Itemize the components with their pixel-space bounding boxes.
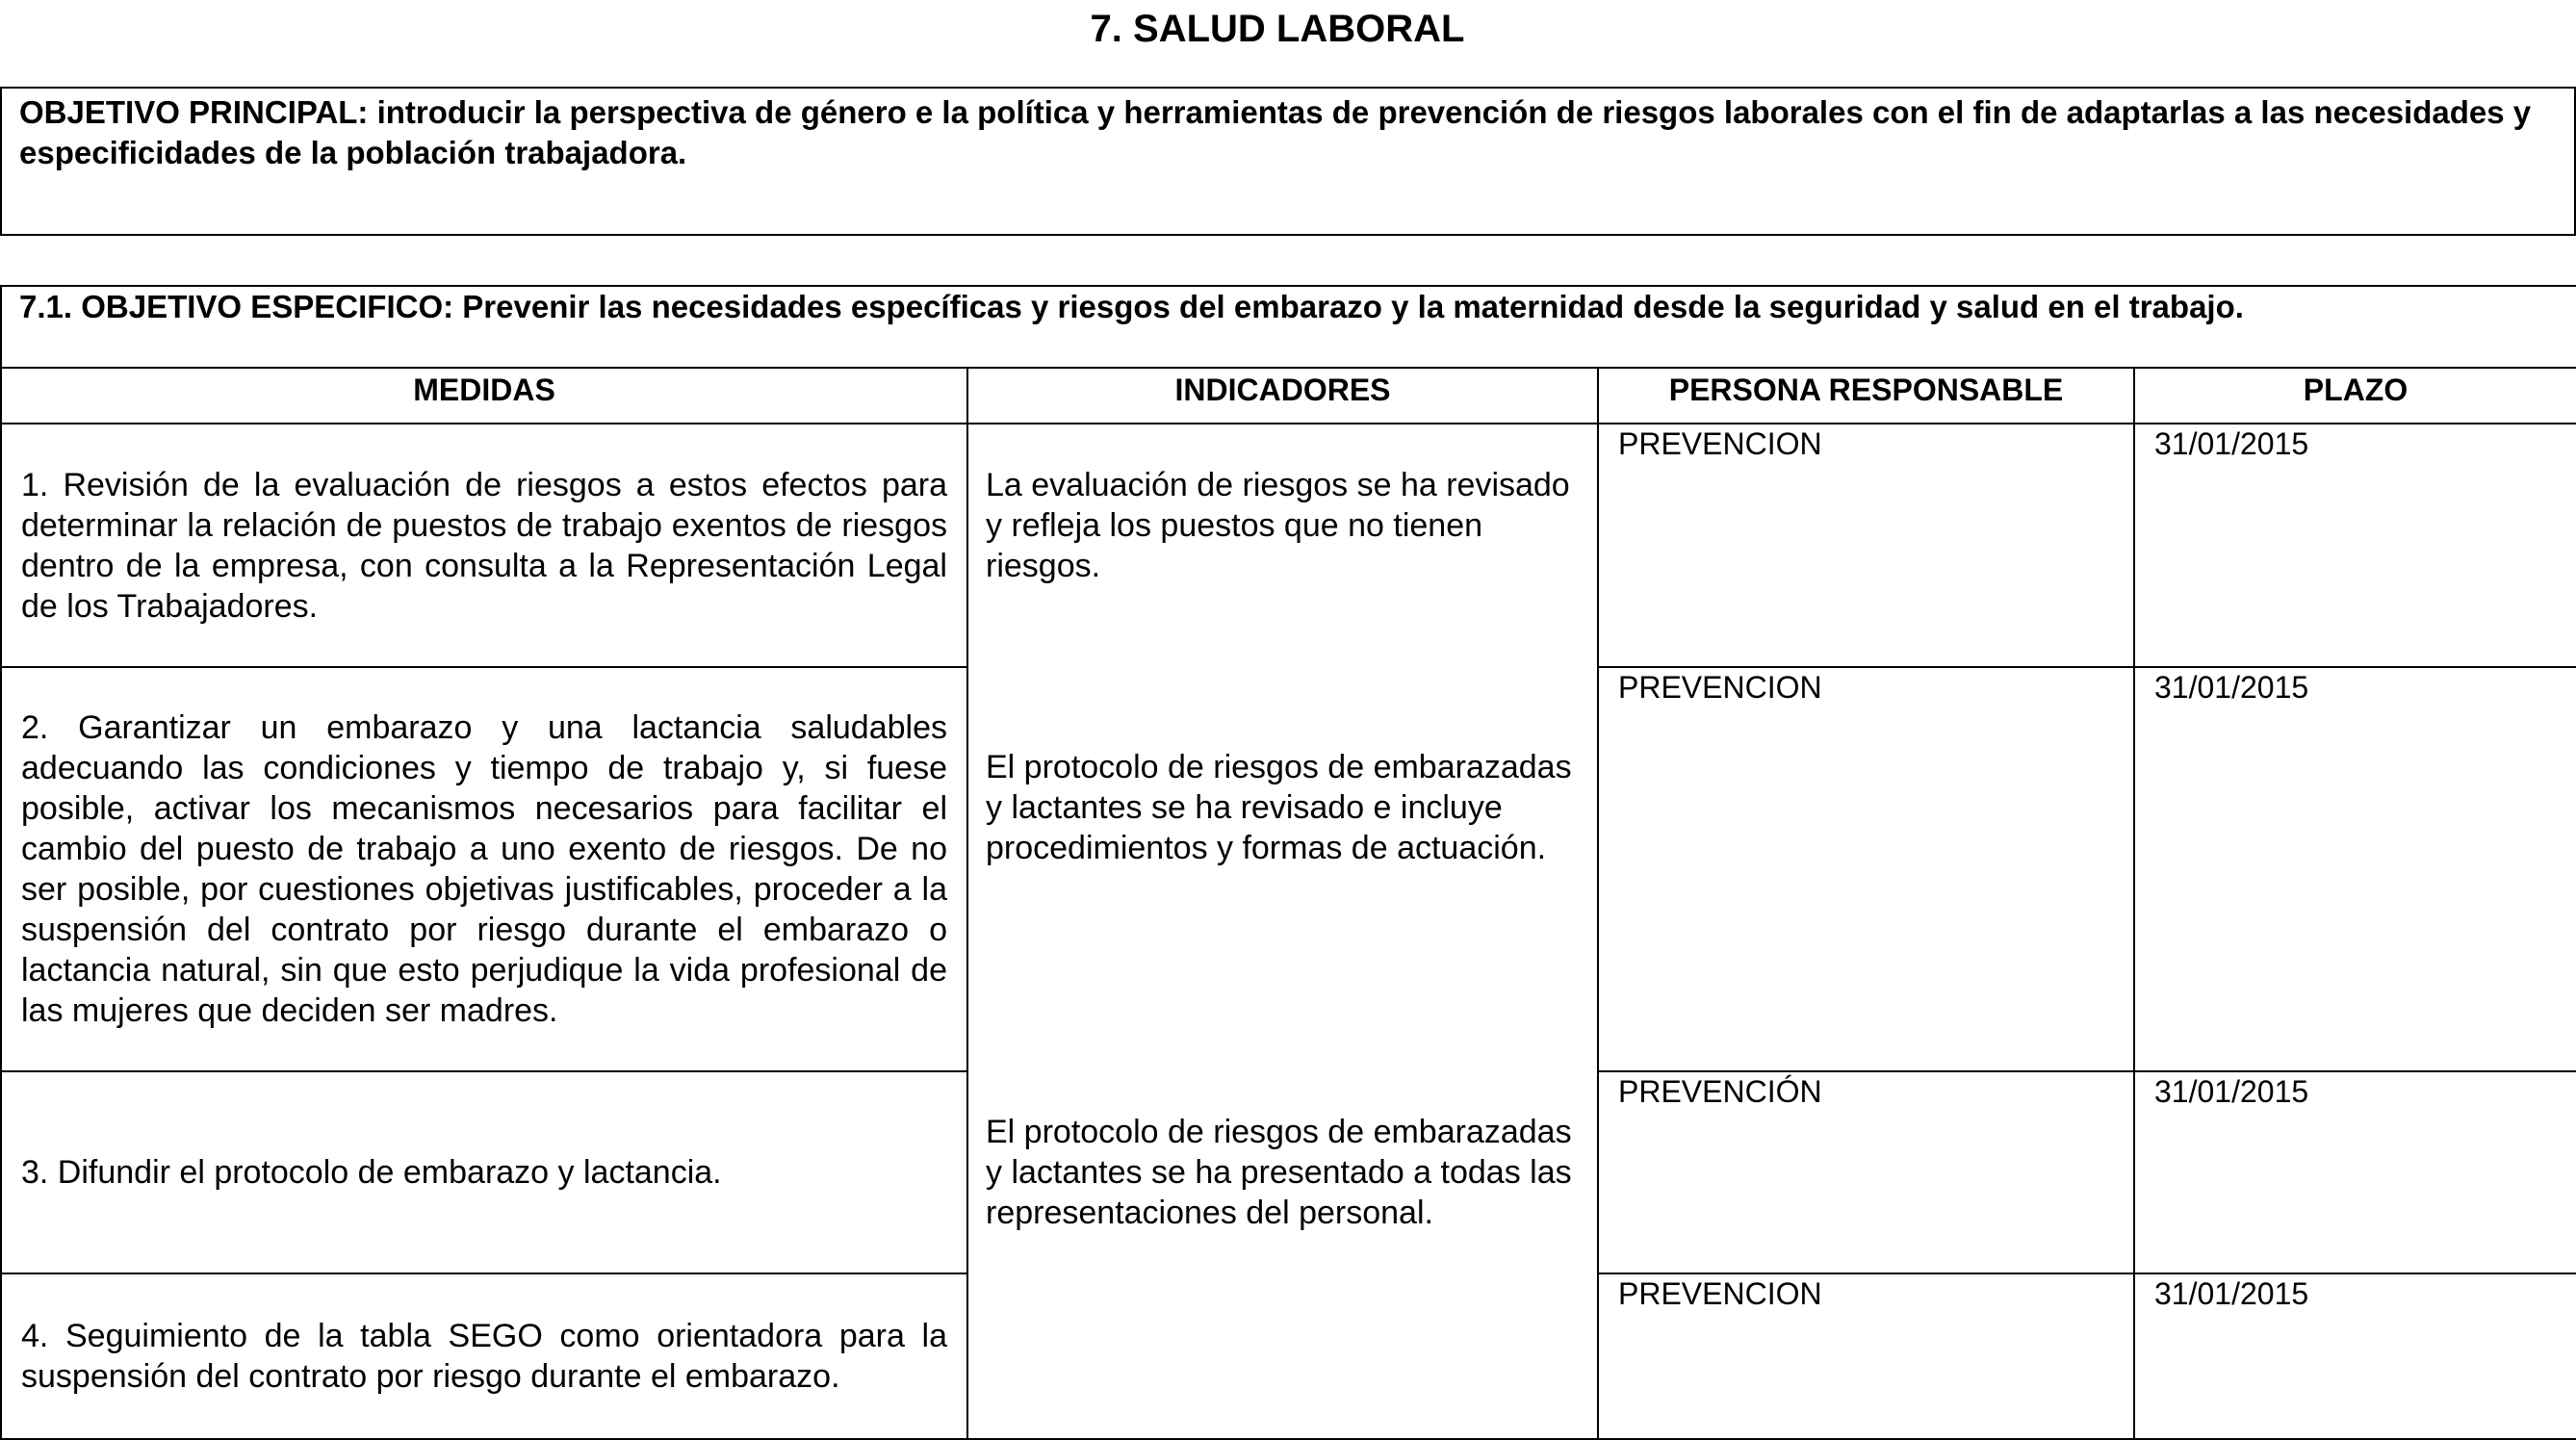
responsable-cell: PREVENCION [1598,424,2134,667]
objetivo-especifico: 7.1. OBJETIVO ESPECIFICO: Prevenir las necesidades específicas y riesgos del embarazo y la maternidad desde la seguridad y salud en el trabajo. [1,286,2576,368]
indicadores-cell [967,424,1598,1439]
header-medidas: MEDIDAS [1,368,967,424]
indicador-text: El protocolo de riesgos de embarazadas y lactantes se ha revisado e incluye procedimientos y formas de actuación. [986,749,1572,866]
plazo-cell: 31/01/2015 [2134,667,2576,1071]
page-title: 7. SALUD LABORAL [1090,8,1465,50]
indicador-text: La evaluación de riesgos se ha revisado y refleja los puestos que no tienen riesgos. [986,467,1570,584]
header-indicadores: INDICADORES [967,368,1598,424]
medida-cell: 3. Difundir el protocolo de embarazo y lactancia. [1,1071,967,1273]
header-plazo: PLAZO [2134,368,2576,424]
indicador-text: El protocolo de riesgos de embarazadas y lactantes se ha presentado a todas las representaciones del personal. [986,1114,1572,1231]
header-responsable: PERSONA RESPONSABLE [1598,368,2134,424]
plazo-cell: 31/01/2015 [2134,424,2576,667]
medida-cell: 4. Seguimiento de la tabla SEGO como orientadora para la suspensión del contrato por riesgo durante el embarazo. [1,1273,967,1439]
responsable-cell: PREVENCION [1598,667,2134,1071]
table-row [1,424,2576,667]
medida-cell: 2. Garantizar un embarazo y una lactancia saludables adecuando las condiciones y tiempo de trabajo y, si fuese posible, activar los mecanismos necesarios para facilitar el cambio del puesto de trabajo a uno exento de riesgos. De no ser posible, por cuestiones objetivas justificables, proceder a la suspensión del contrato por riesgo durante el embarazo o lactancia natural, sin que esto perjudique la vida profesional de las mujeres que deciden ser madres. [1,667,967,1071]
plazo-cell: 31/01/2015 [2134,1273,2576,1439]
plazo-cell: 31/01/2015 [2134,1071,2576,1273]
medida-cell: 1. Revisión de la evaluación de riesgos a estos efectos para determinar la relación de puestos de trabajo exentos de riesgos dentro de la empresa, con consulta a la Representación Legal de los Trabajadores. [1,424,967,667]
objetivo-principal: OBJETIVO PRINCIPAL: introducir la perspectiva de género e la política y herramientas de prevención de riesgos laborales con el fin de adaptarlas a las necesidades y especificidades de la población trabajadora. [0,87,2576,236]
responsable-cell: PREVENCIÓN [1598,1071,2134,1273]
medidas-table [0,285,2576,1440]
responsable-cell: PREVENCION [1598,1273,2134,1439]
